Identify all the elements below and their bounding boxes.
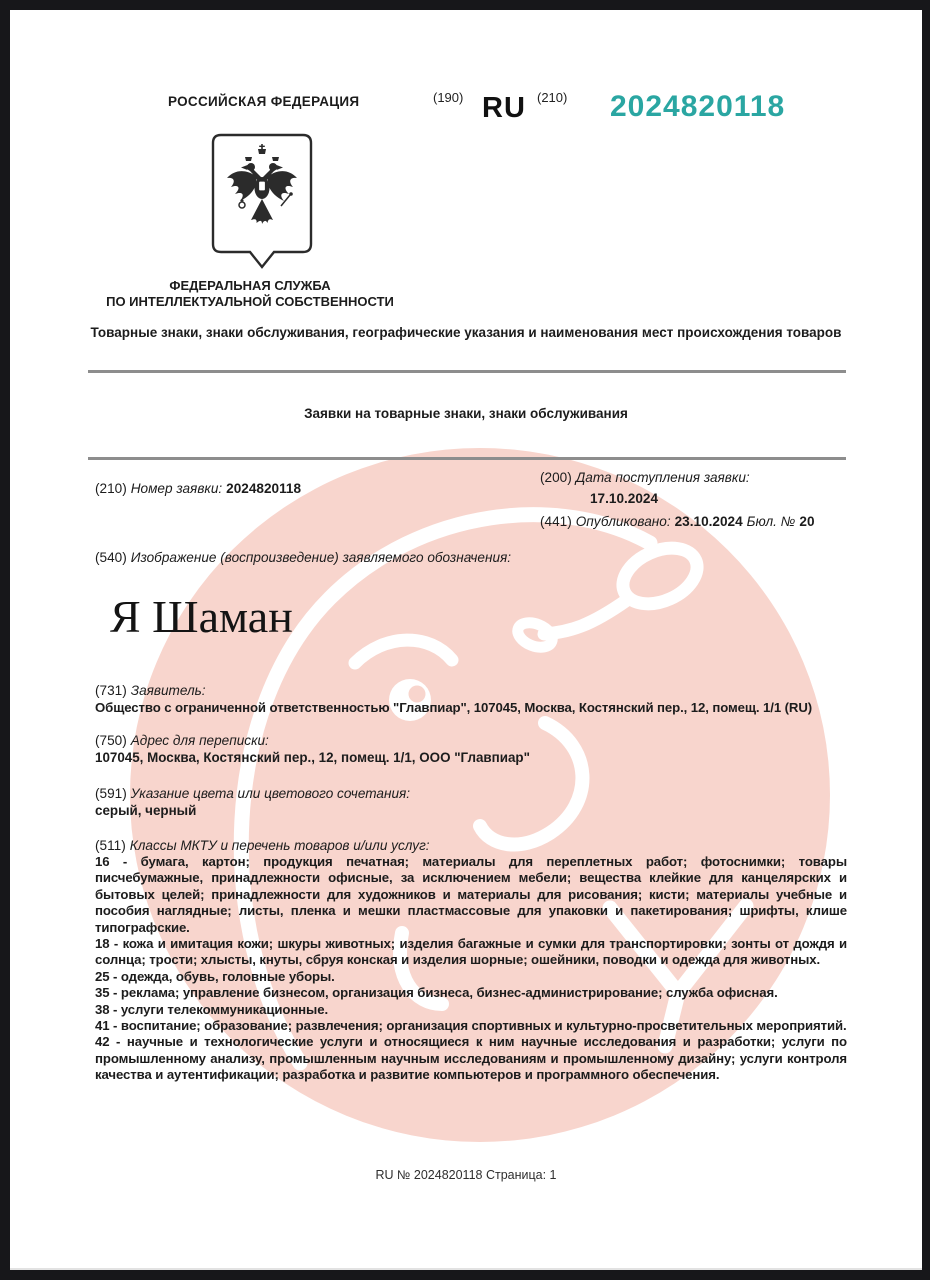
- divider-rule-top: [88, 370, 846, 373]
- field-label: Адрес для переписки:: [130, 733, 269, 748]
- field-application-number: [95, 480, 301, 497]
- field-applicant: [95, 682, 210, 699]
- inid-code: (750): [95, 733, 127, 748]
- class-18: 18 - кожа и имитация кожи; шкуры животных; изделия багажные и сумки для транспортировки; зонты от дождя и солнца; трости; хлысты, кнуты, сбруя конская и изделия шорные; ошейники, поводки и одежда для животных.: [95, 936, 847, 968]
- field-label: Номер заявки:: [130, 481, 223, 496]
- field-filing-date: [540, 469, 754, 486]
- inid-code: (591): [95, 786, 127, 801]
- agency-name: [50, 278, 450, 309]
- color-indication-value: серый, черный: [95, 803, 197, 818]
- class-41: 41 - воспитание; образование; развлечения; организация спортивных и культурно-просветительных мероприятий.: [95, 1018, 847, 1034]
- inid-code: (441): [540, 514, 572, 529]
- inid-code: (511): [95, 838, 126, 853]
- agency-line2: ПО ИНТЕЛЛЕКТУАЛЬНОЙ СОБСТВЕННОСТИ: [106, 293, 394, 309]
- field-correspondence-address: [95, 732, 273, 749]
- nice-classes-list: [95, 854, 847, 1084]
- class-35: 35 - реклама; управление бизнесом, организация бизнеса, бизнес-администрирование; служба офисная.: [95, 985, 778, 1001]
- inid-code: (210): [95, 481, 127, 496]
- inid-code: (540): [95, 550, 127, 565]
- inid-code: (200): [540, 470, 572, 485]
- correspondence-address-value: 107045, Москва, Костянский пер., 12, помещ. 1/1, ООО "Главпиар": [95, 750, 530, 765]
- published-date: 23.10.2024: [674, 514, 743, 529]
- field-mark-image: [95, 549, 515, 566]
- divider-rule-fields: [88, 457, 846, 460]
- section-title: Заявки на товарные знаки, знаки обслуживания: [304, 406, 628, 421]
- country-title: РОССИЙСКАЯ ФЕДЕРАЦИЯ: [168, 94, 360, 109]
- class-38: 38 - услуги телекоммуникационные.: [95, 1001, 329, 1017]
- double-headed-eagle-emblem-icon: [211, 133, 313, 271]
- class-25: 25 - одежда, обувь, головные уборы.: [95, 968, 335, 984]
- field-label: Дата поступления заявки:: [575, 470, 750, 485]
- field-nice-classes: [95, 837, 434, 854]
- class-16: 16 - бумага, картон; продукция печатная; материалы для переплетных работ; фотоснимки; товары писчебумажные, принадлежности офисные, за исключением мебели; вещества клейкие для канцелярских и бытовых целей; принадлежности для художников и материалы для рисования; кисти; материалы учебные и пособия наглядные; листы, пленка и мешки пластмассовые для упаковки и пакетирования; шрифты, клише типографские.: [95, 854, 847, 935]
- bulletin-label: Бюл. №: [746, 514, 796, 529]
- field-value: 2024820118: [226, 481, 302, 496]
- applicant-value: Общество с ограниченной ответственностью "Главпиар", 107045, Москва, Костянский пер., 12, помещ. 1/1 (RU): [95, 700, 813, 715]
- field-label: Классы МКТУ и перечень товаров и/или услуг:: [129, 838, 430, 853]
- field-published: [540, 513, 815, 530]
- inid-code: (731): [95, 683, 127, 698]
- document-page: [10, 10, 922, 1270]
- filing-date-value: 17.10.2024: [590, 491, 659, 506]
- inid-code-210-header: (210): [537, 90, 568, 105]
- field-label: Указание цвета или цветового сочетания:: [130, 786, 411, 801]
- field-label: Заявитель:: [130, 683, 206, 698]
- class-42: 42 - научные и технологические услуги и относящиеся к ним научные исследования и разработки; услуги по промышленному анализу, промышленным научным исследованиям и промышленному дизайну; услуги контроля качества и аутентификации; разработка и развитие компьютеров и программного обеспечения.: [95, 1034, 847, 1083]
- bulletin-number: 20: [799, 514, 815, 529]
- inid-code-190: (190): [433, 90, 464, 105]
- agency-line1: ФЕДЕРАЛЬНАЯ СЛУЖБА: [169, 278, 331, 293]
- application-number-header: 2024820118: [610, 90, 786, 123]
- field-label: Изображение (воспроизведение) заявляемого обозначения:: [130, 550, 512, 565]
- register-title: Товарные знаки, знаки обслуживания, географические указания и наименования мест происхождения товаров: [90, 325, 842, 340]
- trademark-text: Я Шаман: [110, 591, 293, 642]
- field-label: Опубликовано:: [575, 514, 671, 529]
- country-code: RU: [482, 92, 526, 124]
- field-color-indication: [95, 785, 414, 802]
- page-footer: RU № 2024820118 Страница: 1: [375, 1168, 557, 1182]
